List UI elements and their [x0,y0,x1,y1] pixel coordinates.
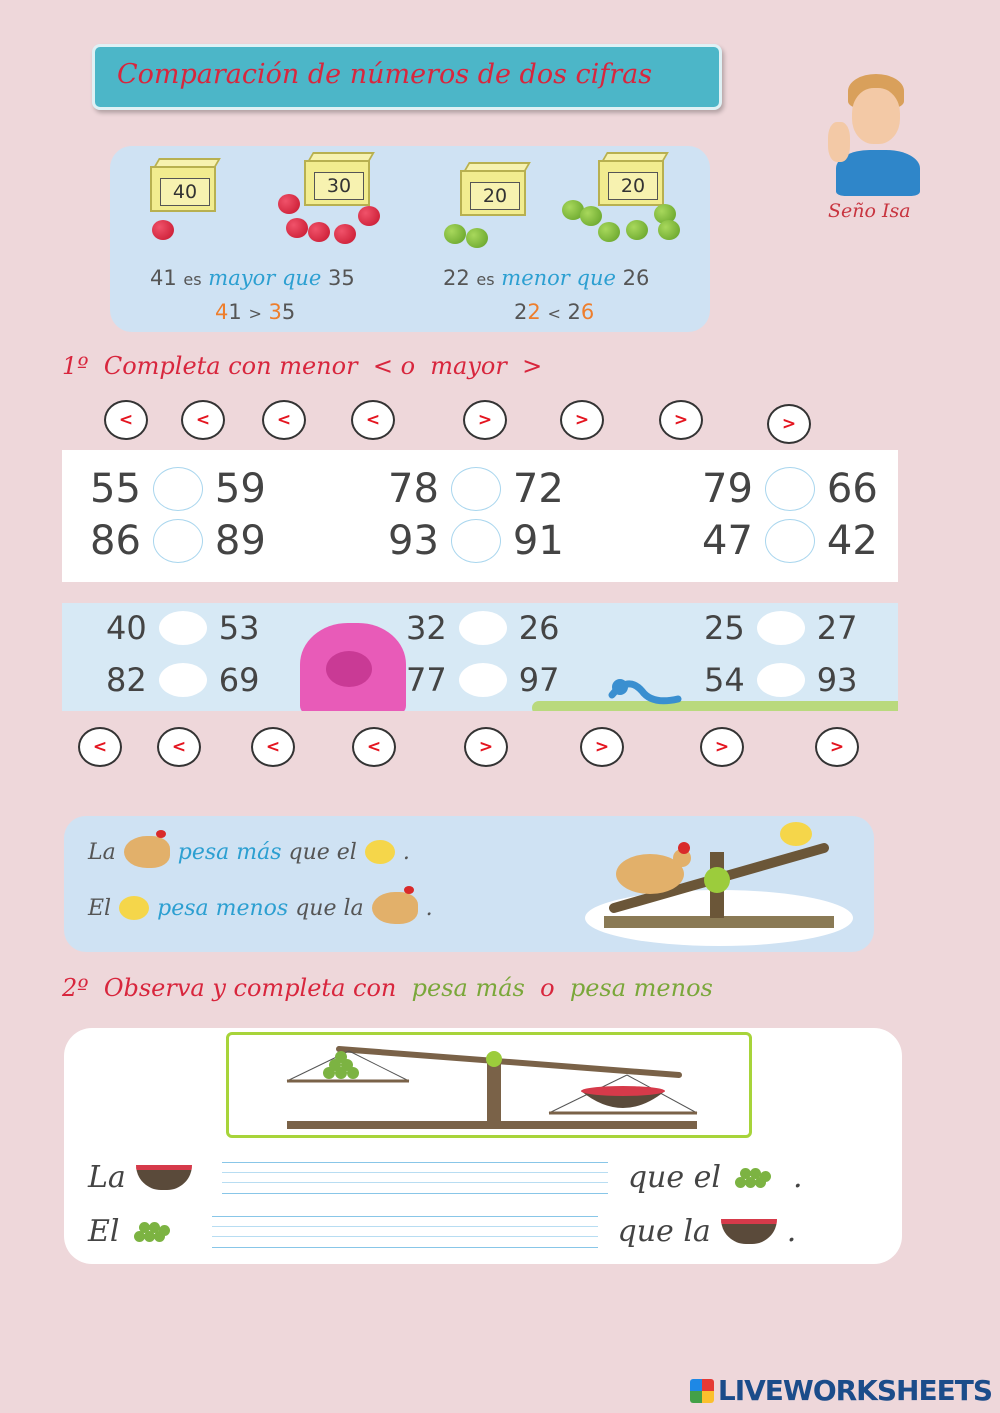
symbol-option[interactable]: > [700,727,744,767]
grapes-icon [731,1165,783,1191]
symbol-option[interactable]: > [659,400,703,440]
answer-slot[interactable] [459,611,507,645]
comparison-item: 40 53 [106,609,260,647]
instruction-1: 1º Completa con menor < o mayor > [62,352,543,380]
answer-slot[interactable] [153,519,203,563]
chick-icon [365,840,395,864]
answer-slot[interactable] [159,611,207,645]
symbol-option[interactable]: > [580,727,624,767]
symbol-option[interactable]: < [251,727,295,767]
comparison-item: 47 42 [702,518,878,564]
box-label: 30 [314,172,364,200]
comparison-item: 86 89 [90,518,266,564]
answer-slot[interactable] [451,467,501,511]
chick-icon [119,896,149,920]
monster-illustration [300,623,406,711]
instruction-2: 2º Observa y completa con pesa más o pesa menos [62,974,713,1002]
symbol-option[interactable]: > [463,400,507,440]
comparison-item: 55 59 [90,466,266,512]
example-2-sentence: 22 es menor que 26 [443,266,650,290]
title-banner [92,44,722,110]
example-2-symbolic: 22 < 26 [514,300,595,324]
symbol-option[interactable]: < [157,727,201,767]
liveworksheets-logo-icon [690,1379,714,1403]
weight-example-panel [64,816,874,952]
weight-example-line-1: La pesa más que el . [88,836,410,868]
symbol-option[interactable]: < [262,400,306,440]
symbol-option[interactable]: > [560,400,604,440]
comparison-item: 93 91 [388,518,564,564]
symbol-option[interactable]: < [352,727,396,767]
teacher-avatar [826,70,922,198]
exercise-2-line-1: La que el . [88,1160,803,1195]
grapes-icon [130,1219,182,1245]
hen-icon [124,836,170,868]
example-1-sentence: 41 es mayor que 35 [150,266,355,290]
comparison-item: 54 93 [704,661,858,699]
weight-example-line-2: El pesa menos que la . [88,892,433,924]
seesaw-illustration [584,820,854,948]
comparison-item: 77 97 [406,661,560,699]
comparison-panel-a [62,450,898,582]
box-label: 20 [470,182,520,210]
liveworksheets-watermark: LIVEWORKSHEETS [690,1374,992,1407]
page-title: Comparación de números de dos cifras [117,59,653,90]
hen-icon [372,892,418,924]
symbol-option[interactable]: < [104,400,148,440]
answer-slot[interactable] [153,467,203,511]
exercise-2-line-2: El que la . [88,1214,797,1249]
answer-slot[interactable] [765,467,815,511]
comparison-item: 78 72 [388,466,564,512]
watermelon-bowl-icon [721,1219,777,1244]
symbol-option[interactable]: < [78,727,122,767]
answer-slot[interactable] [159,663,207,697]
box-label: 40 [160,178,210,206]
answer-line-2[interactable] [212,1216,598,1248]
answer-line-1[interactable] [222,1162,608,1194]
exercise-2-panel [64,1028,902,1264]
example-panel [110,146,710,332]
balance-scale-illustration [226,1032,752,1138]
answer-slot[interactable] [757,611,805,645]
comparison-item: 79 66 [702,466,878,512]
answer-slot[interactable] [451,519,501,563]
comparison-item: 25 27 [704,609,858,647]
box-label: 20 [608,172,658,200]
watermelon-bowl-icon [136,1165,192,1190]
symbol-option[interactable]: > [767,404,811,444]
symbol-option[interactable]: > [815,727,859,767]
lizard-illustration [608,665,682,709]
symbol-option[interactable]: < [351,400,395,440]
comparison-item: 82 69 [106,661,260,699]
symbol-option[interactable]: > [464,727,508,767]
comparison-panel-b [62,603,898,711]
answer-slot[interactable] [757,663,805,697]
example-1-symbolic: 41 > 35 [215,300,296,324]
comparison-item: 32 26 [406,609,560,647]
symbol-option[interactable]: < [181,400,225,440]
answer-slot[interactable] [765,519,815,563]
grass-decoration [532,701,898,711]
answer-slot[interactable] [459,663,507,697]
teacher-label: Seño Isa [828,200,911,222]
